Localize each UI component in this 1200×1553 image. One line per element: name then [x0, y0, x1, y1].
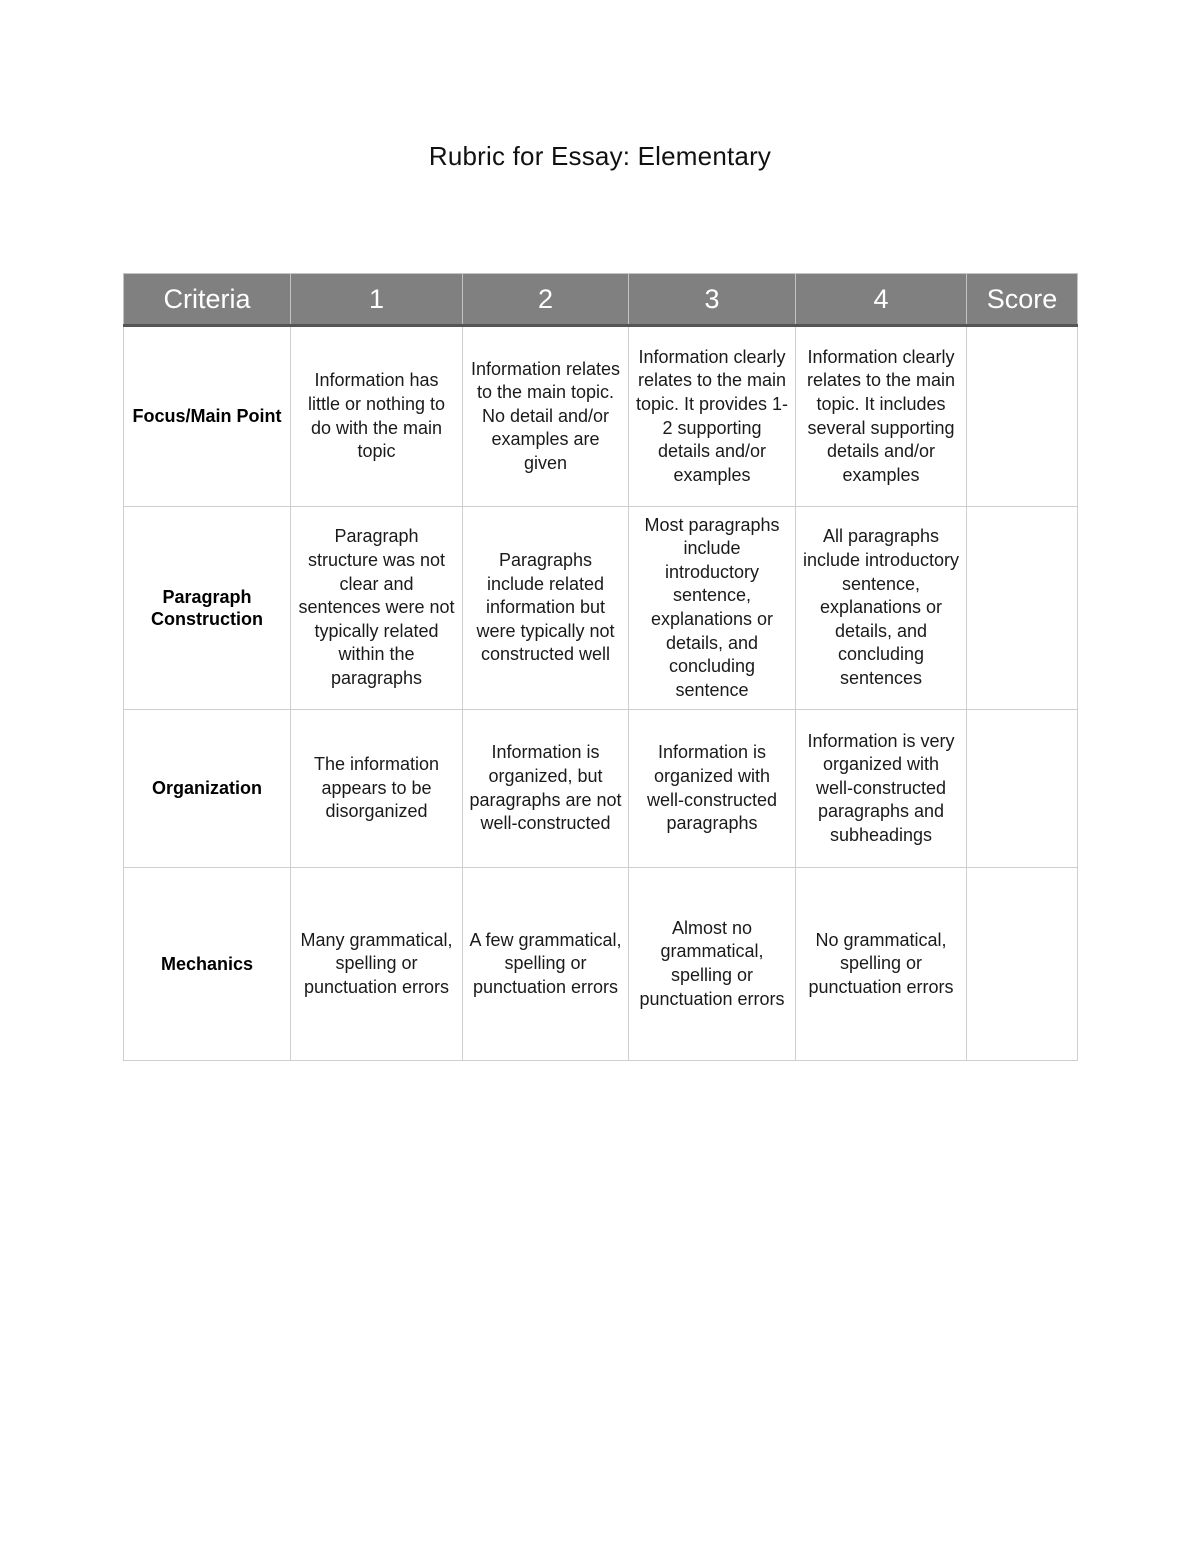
header-criteria: Criteria: [124, 274, 291, 326]
level-1-cell: The information appears to be disorganized: [291, 710, 463, 868]
score-cell[interactable]: [967, 507, 1078, 710]
level-3-cell: Information clearly relates to the main topic. It provides 1-2 supporting details and/or examples: [629, 326, 796, 507]
score-cell[interactable]: [967, 326, 1078, 507]
page-title: Rubric for Essay: Elementary: [428, 141, 772, 171]
level-3-cell: Information is organized with well-constructed paragraphs: [629, 710, 796, 868]
header-score: Score: [967, 274, 1078, 326]
level-4-cell: Information is very organized with well-constructed paragraphs and subheadings: [796, 710, 967, 868]
header-level-1: 1: [291, 274, 463, 326]
header-level-2: 2: [463, 274, 629, 326]
table-row: [124, 326, 1078, 507]
level-1-cell: Many grammatical, spelling or punctuation errors: [291, 868, 463, 1061]
score-cell[interactable]: [967, 868, 1078, 1061]
criteria-cell: Focus/Main Point: [124, 326, 291, 507]
criteria-cell: Mechanics: [124, 868, 291, 1061]
criteria-cell: Paragraph Construction: [124, 507, 291, 710]
level-4-cell: All paragraphs include introductory sentence, explanations or details, and concluding sentences: [796, 507, 967, 710]
table-row: [124, 868, 1078, 1061]
header-level-3: 3: [629, 274, 796, 326]
level-2-cell: A few grammatical, spelling or punctuation errors: [463, 868, 629, 1061]
table-row: [124, 507, 1078, 710]
level-4-cell: Information clearly relates to the main topic. It includes several supporting details and/or examples: [796, 326, 967, 507]
level-1-cell: Paragraph structure was not clear and sentences were not typically related within the paragraphs: [291, 507, 463, 710]
header-row: [124, 274, 1078, 326]
rubric-table: [123, 273, 1078, 1061]
level-2-cell: Information is organized, but paragraphs are not well-constructed: [463, 710, 629, 868]
level-1-cell: Information has little or nothing to do with the main topic: [291, 326, 463, 507]
level-3-cell: Almost no grammatical, spelling or punctuation errors: [629, 868, 796, 1061]
criteria-cell: Organization: [124, 710, 291, 868]
score-cell[interactable]: [967, 710, 1078, 868]
table-row: [124, 710, 1078, 868]
level-3-cell: Most paragraphs include introductory sentence, explanations or details, and concluding sentence: [629, 507, 796, 710]
header-level-4: 4: [796, 274, 967, 326]
level-2-cell: Paragraphs include related information but were typically not constructed well: [463, 507, 629, 710]
level-2-cell: Information relates to the main topic. No detail and/or examples are given: [463, 326, 629, 507]
level-4-cell: No grammatical, spelling or punctuation errors: [796, 868, 967, 1061]
